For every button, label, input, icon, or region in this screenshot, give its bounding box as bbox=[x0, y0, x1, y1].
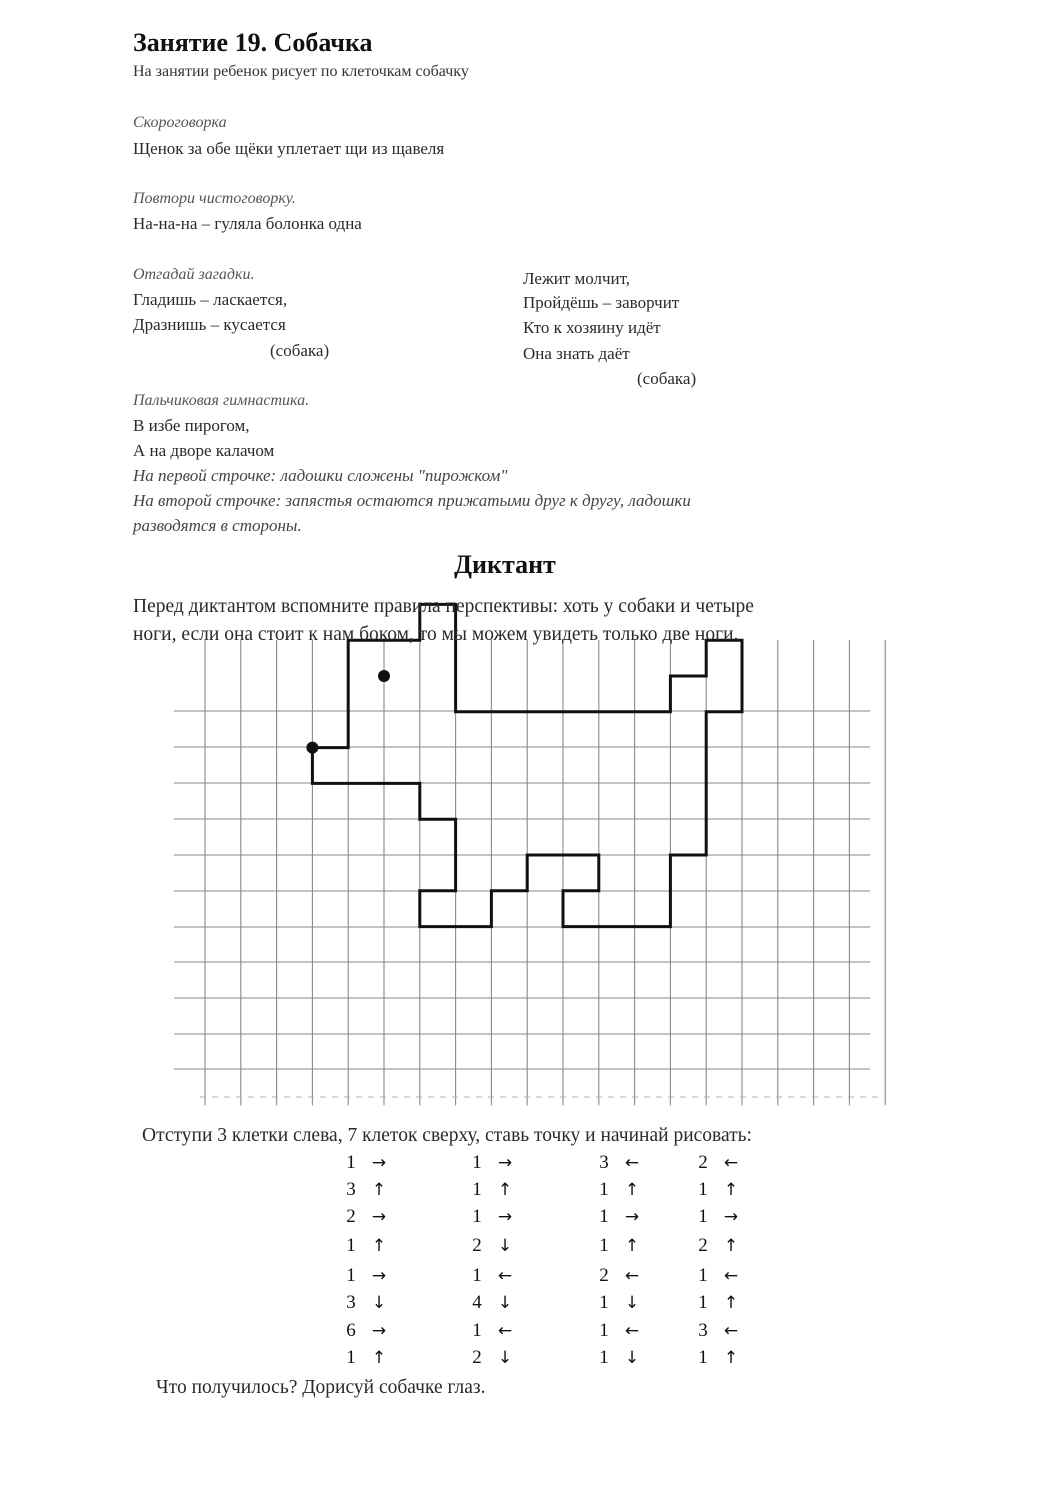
arrow-right-icon: → bbox=[497, 1207, 513, 1227]
command-step bbox=[596, 1292, 656, 1314]
command-count: 1 bbox=[698, 1179, 708, 1200]
arrow-left-icon: ← bbox=[624, 1321, 640, 1341]
arrow-up-icon: ↑ bbox=[371, 1180, 387, 1200]
riddle-left-answer: (собака) bbox=[270, 341, 330, 360]
command-count: 1 bbox=[698, 1206, 708, 1227]
command-count: 4 bbox=[472, 1292, 482, 1313]
command-count: 3 bbox=[346, 1292, 356, 1313]
tongue-twister-label: Скороговорка bbox=[133, 114, 227, 131]
arrow-down-icon: ↓ bbox=[371, 1293, 387, 1313]
arrow-right-icon: → bbox=[723, 1207, 739, 1227]
command-count: 3 bbox=[346, 1179, 356, 1200]
arrow-up-icon: ↑ bbox=[723, 1348, 739, 1368]
dictation-intro-line-1: Перед диктантом вспомните правила перспективы: хоть у собаки и четыре bbox=[133, 596, 754, 617]
arrow-right-icon: → bbox=[497, 1153, 513, 1173]
riddle-left-line-1: Гладишь – ласкается, bbox=[133, 290, 288, 309]
command-step bbox=[596, 1179, 656, 1201]
command-step bbox=[343, 1292, 403, 1314]
arrow-down-icon: ↓ bbox=[497, 1236, 513, 1256]
riddle-right-line-1: Лежит молчит, bbox=[523, 269, 631, 288]
riddles-label: Отгадай загадки. bbox=[133, 266, 255, 283]
arrow-left-icon: ← bbox=[624, 1266, 640, 1286]
command-count: 3 bbox=[698, 1320, 708, 1341]
command-count: 1 bbox=[599, 1320, 609, 1341]
command-step bbox=[469, 1292, 529, 1314]
command-step bbox=[469, 1320, 529, 1342]
command-step bbox=[695, 1347, 755, 1369]
finger-gym-line-1: В избе пирогом, bbox=[133, 416, 250, 435]
command-step bbox=[343, 1265, 403, 1287]
command-count: 1 bbox=[346, 1347, 356, 1368]
command-step bbox=[695, 1179, 755, 1201]
arrow-down-icon: ↓ bbox=[497, 1293, 513, 1313]
command-count: 1 bbox=[599, 1235, 609, 1256]
finger-gym-label: Пальчиковая гимнастика. bbox=[133, 392, 310, 409]
command-step bbox=[469, 1152, 529, 1174]
dictation-heading: Диктант bbox=[454, 550, 556, 579]
command-step bbox=[343, 1320, 403, 1342]
arrow-up-icon: ↑ bbox=[371, 1236, 387, 1256]
lesson-title: Занятие 19. Собачка bbox=[133, 28, 373, 57]
command-count: 2 bbox=[472, 1235, 482, 1256]
command-step bbox=[596, 1265, 656, 1287]
command-step bbox=[596, 1320, 656, 1342]
riddle-right-line-3: Кто к хозяину идёт bbox=[523, 318, 661, 337]
command-count: 2 bbox=[698, 1152, 708, 1173]
command-count: 2 bbox=[698, 1235, 708, 1256]
arrow-up-icon: ↑ bbox=[723, 1236, 739, 1256]
arrow-right-icon: → bbox=[371, 1153, 387, 1173]
command-count: 2 bbox=[472, 1347, 482, 1368]
command-step bbox=[695, 1320, 755, 1342]
command-step bbox=[695, 1292, 755, 1314]
command-count: 1 bbox=[346, 1235, 356, 1256]
command-step bbox=[596, 1347, 656, 1369]
arrow-down-icon: ↓ bbox=[624, 1348, 640, 1368]
dog-eye bbox=[378, 670, 390, 682]
arrow-left-icon: ← bbox=[723, 1266, 739, 1286]
command-count: 1 bbox=[698, 1347, 708, 1368]
arrow-down-icon: ↓ bbox=[497, 1348, 513, 1368]
command-count: 3 bbox=[599, 1152, 609, 1173]
arrow-up-icon: ↑ bbox=[497, 1180, 513, 1200]
command-count: 1 bbox=[346, 1265, 356, 1286]
command-count: 1 bbox=[698, 1292, 708, 1313]
arrow-up-icon: ↑ bbox=[723, 1180, 739, 1200]
command-count: 1 bbox=[472, 1320, 482, 1341]
arrow-right-icon: → bbox=[371, 1266, 387, 1286]
arrow-left-icon: ← bbox=[723, 1321, 739, 1341]
command-step bbox=[695, 1206, 755, 1228]
arrow-up-icon: ↑ bbox=[624, 1236, 640, 1256]
finger-gym-note-3: разводятся в стороны. bbox=[133, 516, 302, 535]
command-step bbox=[596, 1235, 656, 1257]
command-count: 2 bbox=[346, 1206, 356, 1227]
command-count: 1 bbox=[472, 1206, 482, 1227]
dictation-outro: Что получилось? Дорисуй собачке глаз. bbox=[156, 1377, 486, 1398]
command-step bbox=[343, 1152, 403, 1174]
pure-phrase-label: Повтори чистоговорку. bbox=[133, 190, 296, 207]
arrow-right-icon: → bbox=[371, 1207, 387, 1227]
command-count: 1 bbox=[599, 1347, 609, 1368]
finger-gym-line-2: А на дворе калачом bbox=[133, 441, 275, 460]
arrow-left-icon: ← bbox=[723, 1153, 739, 1173]
command-count: 1 bbox=[698, 1265, 708, 1286]
finger-gym-note-2: На второй строчке: запястья остаются прижатыми друг к другу, ладошки bbox=[133, 491, 691, 510]
riddle-right-line-2: Пройдёшь – заворчит bbox=[523, 293, 680, 312]
command-step bbox=[695, 1235, 755, 1257]
command-step bbox=[695, 1152, 755, 1174]
command-step bbox=[469, 1179, 529, 1201]
command-step bbox=[343, 1206, 403, 1228]
arrow-left-icon: ← bbox=[497, 1321, 513, 1341]
riddle-right-answer: (собака) bbox=[637, 369, 697, 388]
command-count: 1 bbox=[472, 1265, 482, 1286]
command-count: 1 bbox=[346, 1152, 356, 1173]
arrow-up-icon: ↑ bbox=[723, 1293, 739, 1313]
command-count: 2 bbox=[599, 1265, 609, 1286]
command-step bbox=[343, 1179, 403, 1201]
lesson-subtitle: На занятии ребенок рисует по клеточкам собачку bbox=[133, 63, 469, 80]
finger-gym-note-1: На первой строчке: ладошки сложены "пирожком" bbox=[133, 466, 508, 485]
command-step bbox=[596, 1206, 656, 1228]
arrow-right-icon: → bbox=[371, 1321, 387, 1341]
pure-phrase-text: На-на-на – гуляла болонка одна bbox=[133, 214, 362, 233]
tongue-twister-text: Щенок за обе щёки уплетает щи из щавеля bbox=[133, 139, 445, 158]
command-count: 6 bbox=[346, 1320, 356, 1341]
command-count: 1 bbox=[472, 1179, 482, 1200]
command-count: 1 bbox=[599, 1292, 609, 1313]
arrow-right-icon: → bbox=[624, 1207, 640, 1227]
dictation-intro-line-2: ноги, если она стоит к нам боком, то мы можем увидеть только две ноги. bbox=[133, 624, 739, 645]
arrow-left-icon: ← bbox=[624, 1153, 640, 1173]
riddle-left-line-2: Дразнишь – кусается bbox=[133, 315, 286, 334]
command-step bbox=[343, 1235, 403, 1257]
command-step bbox=[469, 1206, 529, 1228]
dictation-instruction: Отступи 3 клетки слева, 7 клеток сверху, ставь точку и начинай рисовать: bbox=[142, 1125, 752, 1146]
arrow-up-icon: ↑ bbox=[624, 1180, 640, 1200]
command-step bbox=[343, 1347, 403, 1369]
command-count: 1 bbox=[472, 1152, 482, 1173]
command-step bbox=[469, 1347, 529, 1369]
command-step bbox=[469, 1235, 529, 1257]
command-step bbox=[596, 1152, 656, 1174]
riddle-right-line-4: Она знать даёт bbox=[523, 344, 630, 363]
command-step bbox=[469, 1265, 529, 1287]
command-step bbox=[695, 1265, 755, 1287]
arrow-down-icon: ↓ bbox=[624, 1293, 640, 1313]
command-count: 1 bbox=[599, 1179, 609, 1200]
start-dot bbox=[306, 742, 318, 754]
arrow-up-icon: ↑ bbox=[371, 1348, 387, 1368]
command-count: 1 bbox=[599, 1206, 609, 1227]
arrow-left-icon: ← bbox=[497, 1266, 513, 1286]
